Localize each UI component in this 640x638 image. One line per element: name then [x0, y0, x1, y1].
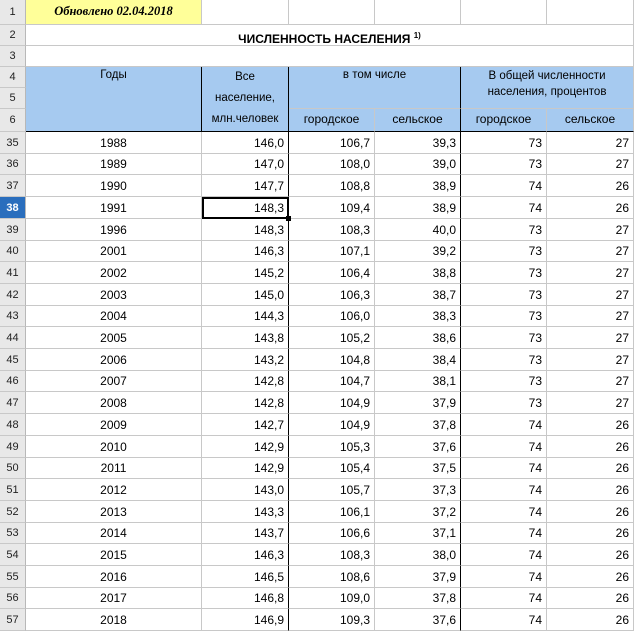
cell-urban-pct[interactable]: 73 — [461, 306, 547, 327]
cell-year[interactable]: 2013 — [26, 501, 202, 523]
cell-year[interactable]: 2006 — [26, 349, 202, 371]
cell-rural[interactable]: 38,9 — [375, 197, 461, 219]
cell-rural[interactable]: 37,9 — [375, 566, 461, 588]
cell-total[interactable]: 148,3 — [202, 219, 289, 241]
cell-rural-pct[interactable]: 26 — [547, 523, 634, 544]
cell-urban-pct[interactable]: 73 — [461, 284, 547, 306]
cell-rural-pct[interactable]: 26 — [547, 479, 634, 501]
cell-year[interactable]: 2012 — [26, 479, 202, 501]
cell-total[interactable]: 146,0 — [202, 132, 289, 154]
cell-rural[interactable]: 38,9 — [375, 175, 461, 197]
cell-urban-pct[interactable]: 73 — [461, 154, 547, 175]
cell-urban[interactable]: 106,1 — [289, 501, 375, 523]
cell-urban[interactable]: 105,3 — [289, 436, 375, 458]
cell-total[interactable]: 146,8 — [202, 588, 289, 609]
header-years[interactable] — [26, 67, 202, 132]
row-header-39[interactable]: 39 — [0, 219, 26, 241]
cell-rural-pct[interactable]: 27 — [547, 154, 634, 175]
fill-handle[interactable] — [286, 216, 291, 221]
row-header-45[interactable]: 45 — [0, 349, 26, 371]
cell-rural[interactable]: 37,6 — [375, 609, 461, 631]
cell-rural[interactable]: 39,2 — [375, 241, 461, 262]
grid-bottom — [26, 634, 634, 638]
cell-urban-pct[interactable]: 73 — [461, 349, 547, 371]
cell-urban[interactable]: 106,7 — [289, 132, 375, 154]
cell-rural[interactable]: 38,6 — [375, 327, 461, 349]
row-header-43[interactable]: 43 — [0, 306, 26, 327]
cell-rural[interactable]: 37,8 — [375, 414, 461, 436]
row-header-57[interactable]: 57 — [0, 609, 26, 631]
cell-rural-pct[interactable]: 26 — [547, 501, 634, 523]
cell-year[interactable]: 2002 — [26, 262, 202, 284]
cell-total[interactable]: 146,3 — [202, 241, 289, 262]
row-header-42[interactable]: 42 — [0, 284, 26, 306]
cell-rural[interactable]: 38,8 — [375, 262, 461, 284]
row-header-35[interactable]: 35 — [0, 132, 26, 154]
row-header-56[interactable]: 56 — [0, 588, 26, 609]
row-header-49[interactable]: 49 — [0, 436, 26, 458]
cell-year[interactable]: 2008 — [26, 392, 202, 414]
cell-rural[interactable]: 40,0 — [375, 219, 461, 241]
header-rural[interactable]: сельское — [375, 109, 461, 132]
cell-year[interactable]: 2018 — [26, 609, 202, 631]
cell-rural[interactable]: 37,8 — [375, 588, 461, 609]
cell-urban[interactable]: 104,9 — [289, 392, 375, 414]
header-urban[interactable]: городское — [289, 109, 375, 132]
row-header-55[interactable]: 55 — [0, 566, 26, 588]
cell-year[interactable]: 2014 — [26, 523, 202, 544]
cell-total[interactable]: 145,2 — [202, 262, 289, 284]
cell-urban-pct[interactable]: 74 — [461, 436, 547, 458]
cell-rural[interactable]: 39,0 — [375, 154, 461, 175]
cell-urban-pct[interactable]: 74 — [461, 544, 547, 566]
cell[interactable] — [461, 0, 547, 25]
cell-urban[interactable]: 104,7 — [289, 371, 375, 392]
row-header-40[interactable]: 40 — [0, 241, 26, 262]
table-title: ЧИСЛЕННОСТЬ НАСЕЛЕНИЯ — [238, 32, 411, 46]
header-total[interactable] — [202, 67, 289, 132]
cell-urban[interactable]: 108,8 — [289, 175, 375, 197]
cell-year[interactable]: 2004 — [26, 306, 202, 327]
cell-year[interactable]: 2005 — [26, 327, 202, 349]
cell-rural-pct[interactable]: 27 — [547, 392, 634, 414]
cell-urban-pct[interactable]: 74 — [461, 175, 547, 197]
header-rural-pct[interactable]: сельское — [547, 109, 634, 132]
header-total-line1: Все — [235, 71, 255, 83]
header-years-label: Годы — [100, 69, 127, 81]
cell-rural-pct[interactable]: 27 — [547, 132, 634, 154]
cell-rural-pct[interactable]: 27 — [547, 371, 634, 392]
cell-urban[interactable]: 106,0 — [289, 306, 375, 327]
cell-urban-pct[interactable]: 73 — [461, 392, 547, 414]
cell[interactable] — [375, 0, 461, 25]
cell-rural-pct[interactable]: 26 — [547, 566, 634, 588]
cell-urban[interactable]: 108,3 — [289, 544, 375, 566]
row-header-50[interactable]: 50 — [0, 458, 26, 479]
cell-urban[interactable]: 109,0 — [289, 588, 375, 609]
cell-year[interactable]: 2017 — [26, 588, 202, 609]
cell-urban[interactable]: 108,6 — [289, 566, 375, 588]
cell-urban-pct[interactable]: 74 — [461, 588, 547, 609]
cell-year[interactable]: 1996 — [26, 219, 202, 241]
cell-total[interactable]: 142,8 — [202, 392, 289, 414]
row-header-54[interactable]: 54 — [0, 544, 26, 566]
cell-year[interactable]: 2015 — [26, 544, 202, 566]
cell[interactable] — [202, 0, 289, 25]
cell-urban[interactable]: 108,0 — [289, 154, 375, 175]
row-header-53[interactable]: 53 — [0, 523, 26, 544]
cell-urban[interactable]: 106,3 — [289, 284, 375, 306]
cell-rural[interactable]: 39,3 — [375, 132, 461, 154]
cell-year[interactable]: 2001 — [26, 241, 202, 262]
header-urban-pct[interactable]: городское — [461, 109, 547, 132]
cell-rural-pct[interactable]: 27 — [547, 284, 634, 306]
cell-urban[interactable]: 108,3 — [289, 219, 375, 241]
cell-rural[interactable]: 37,6 — [375, 436, 461, 458]
row-header-38[interactable]: 38 — [0, 197, 26, 219]
cell-urban-pct[interactable]: 74 — [461, 501, 547, 523]
cell-year[interactable]: 2009 — [26, 414, 202, 436]
cell-year[interactable]: 2007 — [26, 371, 202, 392]
cell-year[interactable]: 1989 — [26, 154, 202, 175]
header-total-line3: млн.человек — [211, 113, 279, 125]
cell-total[interactable]: 143,3 — [202, 501, 289, 523]
header-including-label: в том числе — [342, 69, 407, 81]
cell-rural-pct[interactable]: 26 — [547, 609, 634, 631]
row-header-48[interactable]: 48 — [0, 414, 26, 436]
cell-rural[interactable]: 37,1 — [375, 523, 461, 544]
cell-rural-pct[interactable]: 26 — [547, 436, 634, 458]
cell-year[interactable]: 2003 — [26, 284, 202, 306]
header-total-line2: население, — [215, 92, 275, 104]
cell-total[interactable]: 144,3 — [202, 306, 289, 327]
cell-rural[interactable]: 38,4 — [375, 349, 461, 371]
cell-year[interactable]: 1991 — [26, 197, 202, 219]
cell-rural[interactable]: 37,5 — [375, 458, 461, 479]
cell-year[interactable]: 2016 — [26, 566, 202, 588]
row-header-37[interactable]: 37 — [0, 175, 26, 197]
cell-rural[interactable]: 38,1 — [375, 371, 461, 392]
cell-urban-pct[interactable]: 74 — [461, 479, 547, 501]
cell-urban-pct[interactable]: 74 — [461, 609, 547, 631]
row-header-36[interactable]: 36 — [0, 154, 26, 175]
updated-date-cell[interactable]: Обновлено 02.04.2018 — [26, 0, 202, 25]
row-header-44[interactable]: 44 — [0, 327, 26, 349]
cell-total[interactable]: 143,8 — [202, 327, 289, 349]
cell-rural-pct[interactable]: 27 — [547, 262, 634, 284]
cell-rural-pct[interactable]: 26 — [547, 544, 634, 566]
cell-total[interactable]: 143,2 — [202, 349, 289, 371]
empty-row[interactable] — [26, 46, 634, 67]
cell-total[interactable]: 142,7 — [202, 414, 289, 436]
cell-urban-pct[interactable]: 73 — [461, 327, 547, 349]
cell-total[interactable]: 146,3 — [202, 544, 289, 566]
cell-urban[interactable]: 109,3 — [289, 609, 375, 631]
cell-urban-pct[interactable]: 73 — [461, 132, 547, 154]
cell-urban[interactable]: 104,8 — [289, 349, 375, 371]
cell[interactable] — [289, 0, 375, 25]
cell-rural-pct[interactable]: 27 — [547, 241, 634, 262]
cell-year[interactable]: 1990 — [26, 175, 202, 197]
cell-total[interactable]: 146,5 — [202, 566, 289, 588]
cell-urban-pct[interactable]: 74 — [461, 566, 547, 588]
header-share[interactable] — [461, 67, 634, 109]
cell-urban-pct[interactable]: 73 — [461, 241, 547, 262]
cell-urban-pct[interactable]: 73 — [461, 219, 547, 241]
cell[interactable] — [547, 0, 634, 25]
cell-total[interactable]: 147,7 — [202, 175, 289, 197]
cell-urban-pct[interactable]: 73 — [461, 371, 547, 392]
cell-total[interactable]: 142,9 — [202, 458, 289, 479]
header-including[interactable] — [289, 67, 461, 109]
row-header-51[interactable]: 51 — [0, 479, 26, 501]
title-footnote-mark: 1) — [413, 31, 421, 40]
cell-rural[interactable]: 37,9 — [375, 392, 461, 414]
cell-urban[interactable]: 105,4 — [289, 458, 375, 479]
cell-year[interactable]: 2010 — [26, 436, 202, 458]
cell-urban-pct[interactable]: 74 — [461, 523, 547, 544]
cell-urban[interactable]: 106,4 — [289, 262, 375, 284]
cell-total[interactable]: 143,7 — [202, 523, 289, 544]
cell-urban[interactable]: 109,4 — [289, 197, 375, 219]
row-header-1[interactable]: 1 — [0, 0, 26, 25]
cell-urban[interactable]: 105,7 — [289, 479, 375, 501]
cell-urban-pct[interactable]: 74 — [461, 414, 547, 436]
cell-total[interactable]: 143,0 — [202, 479, 289, 501]
cell-rural-pct[interactable]: 27 — [547, 306, 634, 327]
row-header-46[interactable]: 46 — [0, 371, 26, 392]
header-share-line2: населения, процентов — [487, 86, 607, 98]
cell-total[interactable]: 146,9 — [202, 609, 289, 631]
cell-rural-pct[interactable]: 26 — [547, 458, 634, 479]
row-header-5[interactable]: 5 — [0, 88, 26, 109]
table-title-cell[interactable] — [26, 25, 634, 46]
cell-rural[interactable]: 38,3 — [375, 306, 461, 327]
header-share-line1: В общей численности — [488, 70, 606, 82]
row-header-6[interactable]: 6 — [0, 109, 26, 132]
cell-urban-pct[interactable]: 74 — [461, 197, 547, 219]
cell-year[interactable]: 2011 — [26, 458, 202, 479]
cell-total[interactable]: 142,8 — [202, 371, 289, 392]
row-header-3[interactable]: 3 — [0, 46, 26, 67]
cell-rural-pct[interactable]: 26 — [547, 414, 634, 436]
cell-rural-pct[interactable]: 27 — [547, 349, 634, 371]
row-header-2[interactable]: 2 — [0, 25, 26, 46]
cell-total[interactable]: 145,0 — [202, 284, 289, 306]
cell-rural[interactable]: 38,0 — [375, 544, 461, 566]
row-header-52[interactable]: 52 — [0, 501, 26, 523]
row-header-47[interactable]: 47 — [0, 392, 26, 414]
cell-rural[interactable]: 37,2 — [375, 501, 461, 523]
cell-urban[interactable]: 107,1 — [289, 241, 375, 262]
cell-rural[interactable]: 38,7 — [375, 284, 461, 306]
cell-urban-pct[interactable]: 73 — [461, 262, 547, 284]
row-header-4[interactable]: 4 — [0, 67, 26, 88]
cell-rural-pct[interactable]: 26 — [547, 588, 634, 609]
cell-total[interactable]: 142,9 — [202, 436, 289, 458]
cell-urban-pct[interactable]: 74 — [461, 458, 547, 479]
cell-rural-pct[interactable]: 26 — [547, 197, 634, 219]
cell-year[interactable]: 1988 — [26, 132, 202, 154]
cell-urban[interactable]: 106,6 — [289, 523, 375, 544]
row-header-41[interactable]: 41 — [0, 262, 26, 284]
cell-urban[interactable]: 104,9 — [289, 414, 375, 436]
cell-rural-pct[interactable]: 26 — [547, 175, 634, 197]
cell-urban[interactable]: 105,2 — [289, 327, 375, 349]
cell-total[interactable]: 147,0 — [202, 154, 289, 175]
active-cell[interactable]: 148,3 — [202, 197, 289, 219]
cell-rural[interactable]: 37,3 — [375, 479, 461, 501]
cell-rural-pct[interactable]: 27 — [547, 219, 634, 241]
cell-rural-pct[interactable]: 27 — [547, 327, 634, 349]
